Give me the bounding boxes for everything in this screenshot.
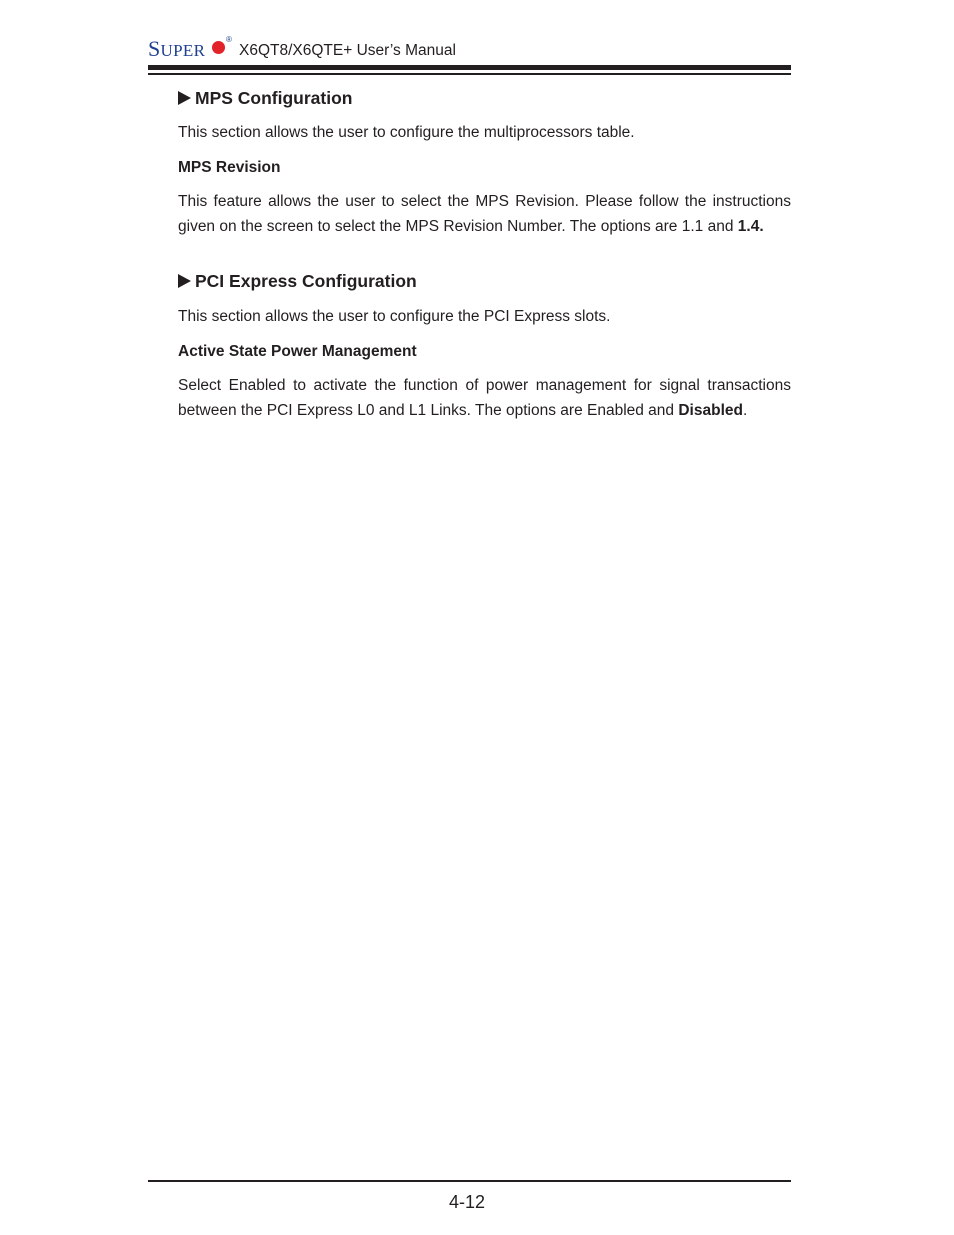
item-description xyxy=(178,189,791,239)
section-pci-express-configuration xyxy=(178,269,791,423)
logo-text: UPER xyxy=(160,41,206,60)
section-title-text: PCI Express Configuration xyxy=(195,271,417,291)
page-content xyxy=(178,86,791,423)
section-title xyxy=(178,86,791,110)
triangle-bullet-icon xyxy=(178,274,191,288)
page-header xyxy=(148,36,791,76)
item-text: This feature allows the user to select the MPS Revision. Please follow the instructions given on the screen to select the MPS Revision Number. The options are 1.1 and xyxy=(178,193,791,235)
header-rule-thin xyxy=(148,73,791,75)
header-rule-thick xyxy=(148,65,791,70)
item-title: MPS Revision xyxy=(178,159,281,176)
supermicro-logo xyxy=(148,36,205,62)
section-intro: This section allows the user to configure the PCI Express slots. xyxy=(178,308,611,325)
item-title: Active State Power Management xyxy=(178,343,417,360)
footer-rule xyxy=(148,1180,791,1182)
manual-title: X6QT8/X6QTE+ User’s Manual xyxy=(239,42,456,59)
logo-red-dot-icon xyxy=(212,41,225,54)
section-title-text: MPS Configuration xyxy=(195,88,353,108)
item-default-option: 1.4. xyxy=(737,218,764,235)
item-text: Select Enabled to activate the function of power management for signal transactions between the PCI Express L0 and L1 Links. The options are Enabled and xyxy=(178,377,791,419)
page-number: 4-12 xyxy=(449,1192,486,1212)
logo-registered-mark: ® xyxy=(226,35,232,44)
section-title xyxy=(178,269,791,293)
item-tail: . xyxy=(742,402,748,419)
triangle-bullet-icon xyxy=(178,91,191,105)
section-mps-configuration xyxy=(178,86,791,239)
section-intro: This section allows the user to configure the multiprocessors table. xyxy=(178,124,635,141)
item-description xyxy=(178,373,791,423)
logo-letter: S xyxy=(148,36,161,61)
item-default-option: Disabled xyxy=(678,402,743,419)
